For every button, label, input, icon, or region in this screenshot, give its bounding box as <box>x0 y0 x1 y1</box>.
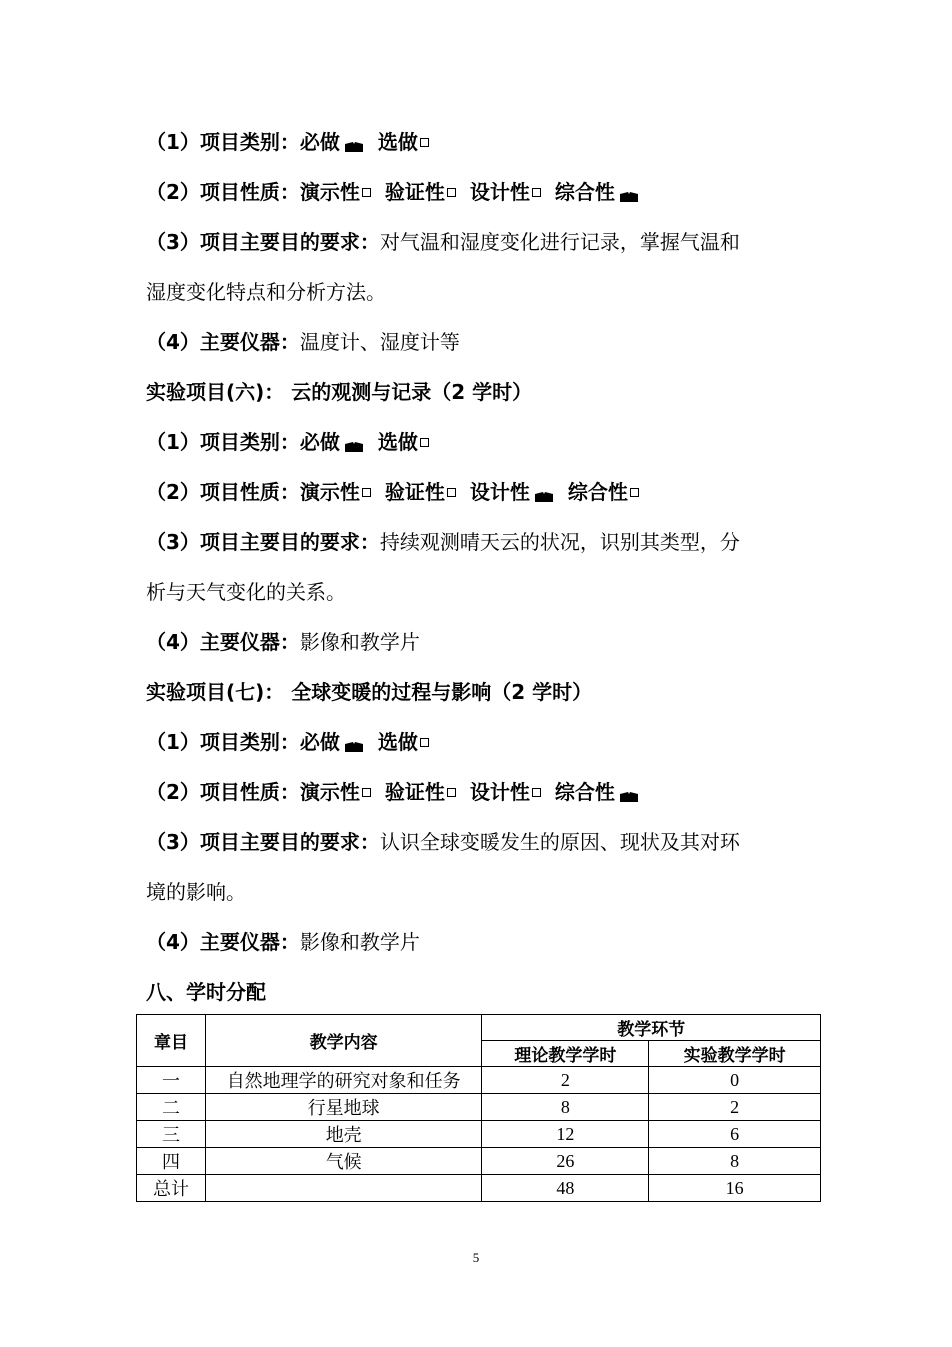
instrument-line <box>146 328 460 356</box>
checkbox-empty-icon <box>447 788 456 797</box>
instrument-text: 影像和教学片 <box>299 630 420 654</box>
cell-theory: 12 <box>482 1121 649 1148</box>
page-number: 5 <box>472 1250 480 1265</box>
item-category-line <box>146 428 429 456</box>
item-purpose-text: 认识全球变暖发生的原因、现状及其对环 <box>379 830 740 854</box>
cell-lab: 2 <box>649 1094 821 1121</box>
design-option: 设计性 <box>469 780 530 804</box>
demo-option: 演示性 <box>299 180 360 204</box>
checkbox-empty-icon <box>532 188 541 197</box>
table-row-total <box>137 1175 821 1202</box>
item-nature-label: （2）项目性质： <box>146 480 300 504</box>
table-row <box>137 1148 821 1175</box>
item-category-label: （1）项目类别： <box>146 130 300 154</box>
demo-option: 演示性 <box>299 780 360 804</box>
cell-lab: 0 <box>649 1067 821 1094</box>
item-nature-label: （2）项目性质： <box>146 780 300 804</box>
selected-mark-icon <box>619 791 639 803</box>
verify-option: 验证性 <box>384 180 445 204</box>
cell-lab: 8 <box>649 1148 821 1175</box>
item-purpose-line <box>146 528 740 556</box>
selected-mark-icon <box>344 141 364 153</box>
cell-chapter: 总计 <box>137 1175 206 1202</box>
verify-option: 验证性 <box>384 780 445 804</box>
item-category-label: （1）项目类别： <box>146 430 300 454</box>
instrument-label: （4）主要仪器： <box>146 630 300 654</box>
item-nature-line <box>146 478 639 506</box>
section-heading: 八、学时分配 <box>146 980 266 1004</box>
item-purpose-text: 湿度变化特点和分析方法。 <box>146 280 386 304</box>
instrument-text: 影像和教学片 <box>299 930 420 954</box>
cell-content: 自然地理学的研究对象和任务 <box>205 1067 482 1094</box>
cell-content <box>205 1175 482 1202</box>
table-row <box>137 1094 821 1121</box>
optional-option: 选做 <box>377 730 418 754</box>
design-option: 设计性 <box>469 180 530 204</box>
cell-lab: 16 <box>649 1175 821 1202</box>
item-purpose-label: （3）项目主要目的要求： <box>146 530 380 554</box>
cell-content: 气候 <box>205 1148 482 1175</box>
cell-chapter: 三 <box>137 1121 206 1148</box>
optional-option: 选做 <box>377 130 418 154</box>
instrument-line <box>146 628 420 656</box>
checkbox-empty-icon <box>447 188 456 197</box>
checkbox-empty-icon <box>630 488 639 497</box>
checkbox-empty-icon <box>447 488 456 497</box>
item-purpose-continued <box>146 578 346 606</box>
demo-option: 演示性 <box>299 480 360 504</box>
instrument-line <box>146 928 420 956</box>
cell-chapter: 二 <box>137 1094 206 1121</box>
optional-option: 选做 <box>377 430 418 454</box>
cell-theory: 26 <box>482 1148 649 1175</box>
comprehensive-option: 综合性 <box>554 780 615 804</box>
item-purpose-line <box>146 228 740 256</box>
instrument-text: 温度计、湿度计等 <box>299 330 460 354</box>
checkbox-empty-icon <box>362 488 371 497</box>
header-teaching-phase: 教学环节 <box>482 1015 821 1041</box>
cell-theory: 8 <box>482 1094 649 1121</box>
cell-chapter: 四 <box>137 1148 206 1175</box>
verify-option: 验证性 <box>384 480 445 504</box>
comprehensive-option: 综合性 <box>567 480 628 504</box>
required-option: 必做 <box>299 430 340 454</box>
item-nature-line <box>146 778 639 806</box>
selected-mark-icon <box>619 191 639 203</box>
checkbox-empty-icon <box>362 188 371 197</box>
selected-mark-icon <box>534 491 554 503</box>
checkbox-empty-icon <box>362 788 371 797</box>
item-purpose-continued <box>146 878 246 906</box>
item-purpose-text: 境的影响。 <box>146 880 246 904</box>
hours-allocation-table <box>136 1014 821 1202</box>
header-content: 教学内容 <box>205 1015 482 1067</box>
section-heading: 实验项目(六)： 云的观测与记录（2 学时） <box>146 380 533 404</box>
required-option: 必做 <box>299 130 340 154</box>
selected-mark-icon <box>344 441 364 453</box>
item-nature-label: （2）项目性质： <box>146 180 300 204</box>
item-category-label: （1）项目类别： <box>146 730 300 754</box>
selected-mark-icon <box>344 741 364 753</box>
header-theory-hours: 理论教学学时 <box>482 1041 649 1067</box>
cell-content: 地壳 <box>205 1121 482 1148</box>
item-purpose-line <box>146 828 740 856</box>
instrument-label: （4）主要仪器： <box>146 930 300 954</box>
item-purpose-label: （3）项目主要目的要求： <box>146 230 380 254</box>
cell-theory: 48 <box>482 1175 649 1202</box>
cell-chapter: 一 <box>137 1067 206 1094</box>
header-lab-hours: 实验教学学时 <box>649 1041 821 1067</box>
item-nature-line <box>146 178 639 206</box>
instrument-label: （4）主要仪器： <box>146 330 300 354</box>
item-purpose-text: 持续观测晴天云的状况，识别其类型，分 <box>379 530 740 554</box>
table-row <box>137 1121 821 1148</box>
required-option: 必做 <box>299 730 340 754</box>
item-purpose-text: 析与天气变化的关系。 <box>146 580 346 604</box>
cell-lab: 6 <box>649 1121 821 1148</box>
design-option: 设计性 <box>469 480 530 504</box>
checkbox-empty-icon <box>420 738 429 747</box>
cell-theory: 2 <box>482 1067 649 1094</box>
checkbox-empty-icon <box>420 138 429 147</box>
cell-content: 行星地球 <box>205 1094 482 1121</box>
table-row <box>137 1067 821 1094</box>
comprehensive-option: 综合性 <box>554 180 615 204</box>
item-purpose-continued <box>146 278 386 306</box>
checkbox-empty-icon <box>420 438 429 447</box>
item-category-line <box>146 728 429 756</box>
item-purpose-text: 对气温和湿度变化进行记录，掌握气温和 <box>379 230 740 254</box>
item-category-line <box>146 128 429 156</box>
section-heading: 实验项目(七)： 全球变暖的过程与影响（2 学时） <box>146 680 593 704</box>
item-purpose-label: （3）项目主要目的要求： <box>146 830 380 854</box>
header-chapter: 章目 <box>137 1015 206 1067</box>
checkbox-empty-icon <box>532 788 541 797</box>
